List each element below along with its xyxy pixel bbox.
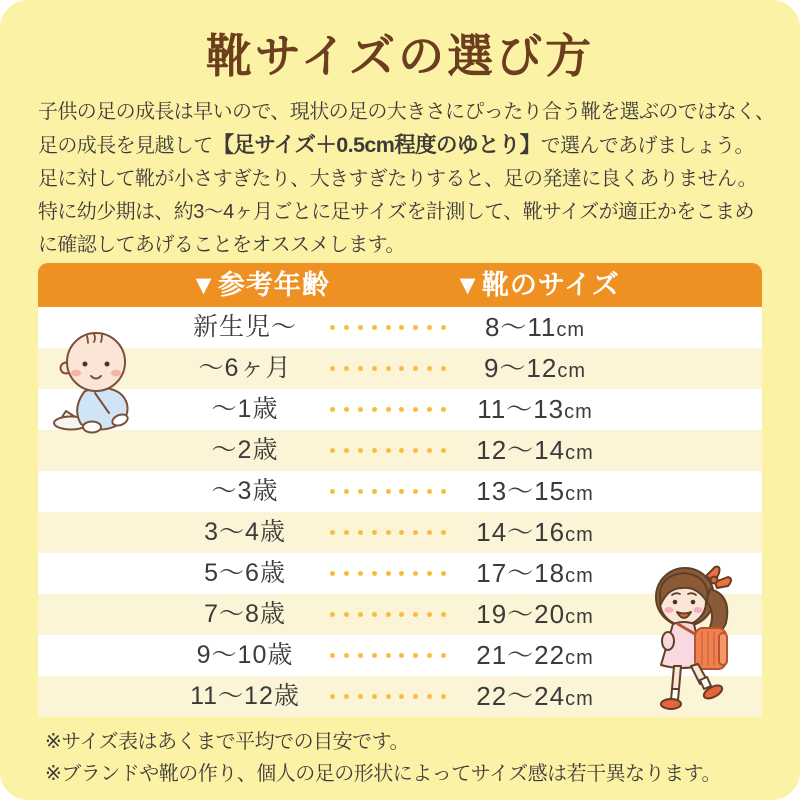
size-unit: cm xyxy=(565,606,594,628)
leader-dot xyxy=(386,407,391,412)
intro-line: に確認してあげることをオススメします。 xyxy=(38,234,405,256)
size-cell: 19〜20cm xyxy=(476,599,594,629)
intro-line: 足に対して靴が小さすぎたり、大きすぎたりすると、足の発達に良くありません。 xyxy=(38,168,757,190)
leader-dot xyxy=(372,366,377,371)
size-unit: cm xyxy=(565,442,594,464)
leader-dot xyxy=(386,489,391,494)
leader-dot xyxy=(358,694,363,699)
size-cell: 13〜15cm xyxy=(476,476,594,506)
leader-dot xyxy=(386,694,391,699)
page-title: 靴サイズの選び方 xyxy=(205,30,595,82)
footnote-average: ※サイズ表はあくまで平均での目安です。 xyxy=(45,731,410,753)
size-unit: cm xyxy=(565,688,594,710)
age-cell: 〜2歳 xyxy=(211,436,279,464)
leader-dot xyxy=(330,448,335,453)
baby-illustration xyxy=(50,331,138,437)
age-column-header: ▼参考年齢 xyxy=(190,270,330,300)
leader-dot xyxy=(344,571,349,576)
leader-dot xyxy=(358,571,363,576)
table-row xyxy=(38,348,762,389)
leader-dot xyxy=(386,653,391,658)
leader-dot xyxy=(399,571,404,576)
table-row xyxy=(38,389,762,430)
leader-dot xyxy=(372,653,377,658)
age-cell: 11〜12歳 xyxy=(190,682,300,710)
leader-dot xyxy=(358,653,363,658)
age-cell: 〜3歳 xyxy=(211,477,279,505)
leader-dot xyxy=(344,489,349,494)
size-cell: 21〜22cm xyxy=(476,640,594,670)
age-cell: 9〜10歳 xyxy=(196,641,294,669)
leader-dot xyxy=(372,407,377,412)
table-row xyxy=(38,307,762,348)
leader-dot xyxy=(399,407,404,412)
leader-dot xyxy=(344,366,349,371)
intro-line: 足の成長を見越して【足サイズ＋0.5cm程度のゆとり】で選んであげましょう。 xyxy=(38,133,754,157)
table-header xyxy=(38,263,762,307)
leader-dot xyxy=(330,694,335,699)
size-unit: cm xyxy=(565,647,594,669)
age-cell: 3〜4歳 xyxy=(204,518,286,546)
leader-dot xyxy=(358,530,363,535)
age-cell: 7〜8歳 xyxy=(204,600,286,628)
girl-illustration xyxy=(648,561,740,711)
leader-dot xyxy=(330,530,335,535)
size-cell: 22〜24cm xyxy=(476,681,594,711)
size-cell: 17〜18cm xyxy=(476,558,594,588)
leader-dot xyxy=(344,325,349,330)
leader-dot xyxy=(386,612,391,617)
leader-dot xyxy=(372,694,377,699)
leader-dot xyxy=(399,653,404,658)
leader-dot xyxy=(358,448,363,453)
leader-dot xyxy=(344,530,349,535)
leader-dot xyxy=(330,653,335,658)
leader-dot xyxy=(386,325,391,330)
leader-dot xyxy=(372,489,377,494)
leader-dot xyxy=(358,366,363,371)
footnotes xyxy=(45,726,721,790)
randoseru-backpack-icon xyxy=(695,628,727,669)
leader-dot xyxy=(330,407,335,412)
leader-dot xyxy=(399,325,404,330)
leader-dot xyxy=(372,448,377,453)
leader-dot xyxy=(330,612,335,617)
leader-dot xyxy=(358,407,363,412)
leader-dot xyxy=(386,530,391,535)
intro-paragraph xyxy=(38,96,775,262)
size-cell: 14〜16cm xyxy=(476,517,594,547)
size-unit: cm xyxy=(557,360,587,382)
leader-dot xyxy=(344,694,349,699)
size-unit: cm xyxy=(565,483,594,505)
leader-dot xyxy=(399,612,404,617)
intro-line: 子供の足の成長は早いので、現状の足の大きさにぴったり合う靴を選ぶのではなく、 xyxy=(38,101,775,123)
leader-dot xyxy=(399,489,404,494)
age-cell: 〜1歳 xyxy=(211,395,279,423)
leader-dot xyxy=(372,571,377,576)
leader-dot xyxy=(344,407,349,412)
leader-dot xyxy=(399,530,404,535)
leader-dot xyxy=(330,571,335,576)
leader-dot xyxy=(372,612,377,617)
leader-dot xyxy=(358,489,363,494)
leader-dot xyxy=(344,612,349,617)
table-row xyxy=(38,512,762,553)
size-unit: cm xyxy=(565,524,594,546)
leader-dot xyxy=(330,325,335,330)
leader-dot xyxy=(399,694,404,699)
leader-dot xyxy=(358,325,363,330)
leader-dot xyxy=(399,366,404,371)
leader-dot xyxy=(358,612,363,617)
size-unit: cm xyxy=(564,401,593,423)
table-row xyxy=(38,471,762,512)
size-column-header: ▼靴のサイズ xyxy=(454,270,620,300)
size-cell: 11〜13cm xyxy=(477,394,593,424)
intro-line: 特に幼少期は、約3〜4ヶ月ごとに足サイズを計測して、靴サイズが適正かをこまめ xyxy=(38,201,754,223)
leader-dot xyxy=(330,489,335,494)
size-cell: 12〜14cm xyxy=(476,435,594,465)
leader-dot xyxy=(386,366,391,371)
leader-dot xyxy=(372,530,377,535)
leader-dot xyxy=(386,571,391,576)
leader-dot xyxy=(330,366,335,371)
leader-dot xyxy=(344,653,349,658)
leader-dot xyxy=(399,448,404,453)
leader-dot xyxy=(372,325,377,330)
age-cell: 新生児〜 xyxy=(192,313,297,341)
size-cell: 8〜11cm xyxy=(484,312,586,342)
intro-highlight: 【足サイズ＋0.5cm程度のゆとり】 xyxy=(212,133,541,157)
age-cell: 〜6ヶ月 xyxy=(198,354,292,382)
table-row xyxy=(38,430,762,471)
footnote-brand: ※ブランドや靴の作り、個人の足の形状によってサイズ感は若干異なります。 xyxy=(45,763,722,785)
age-cell: 5〜6歳 xyxy=(204,559,286,587)
leader-dot xyxy=(386,448,391,453)
leader-dot xyxy=(344,448,349,453)
size-cell: 9〜12cm xyxy=(483,353,587,383)
size-unit: cm xyxy=(565,565,594,587)
size-unit: cm xyxy=(556,319,586,341)
